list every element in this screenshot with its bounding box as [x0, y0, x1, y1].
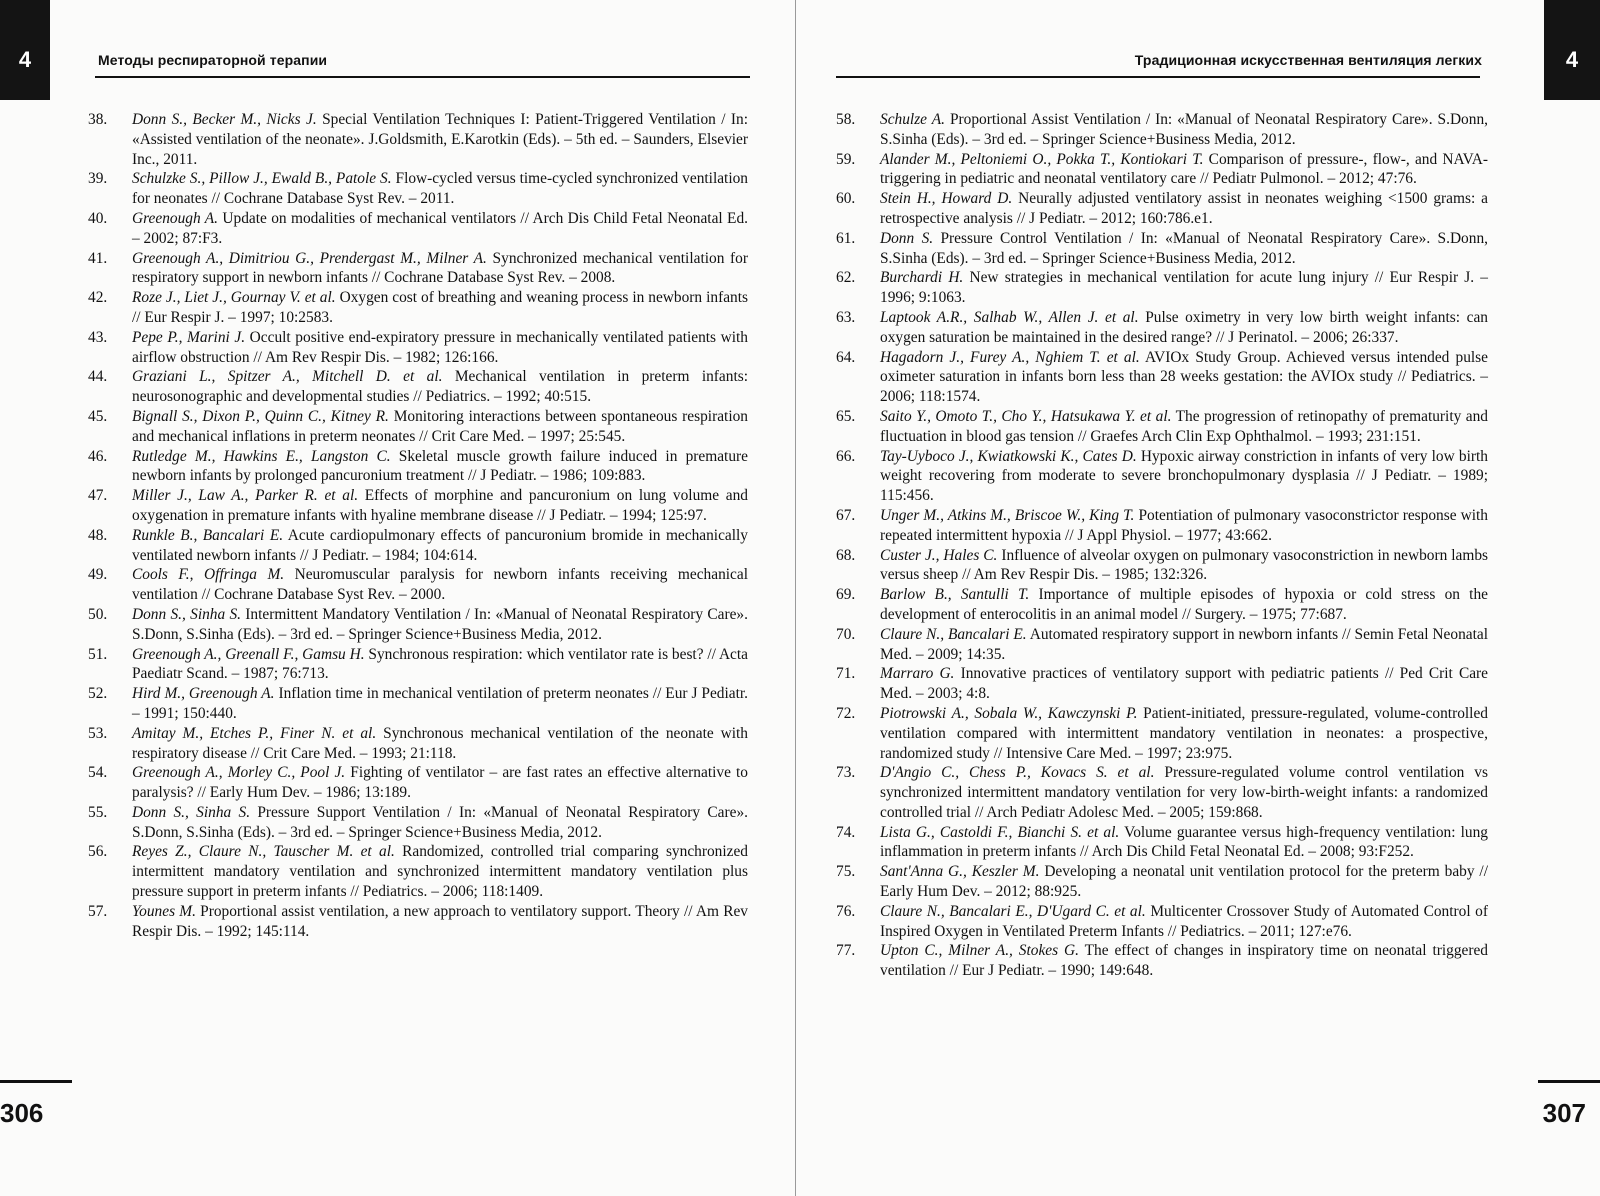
reference-item	[836, 763, 1488, 822]
reference-authors: Greenough A., Morley C., Pool J.	[132, 764, 346, 782]
reference-body: Multicenter Crossover Study of Automated Control of Inspired Oxygen in Ventilated Preterm Infants // Pediatrics. – 2011; 127:e76.	[880, 902, 1488, 940]
reference-body: Innovative practices of ventilatory support with pediatric patients // Ped Crit Care Med. – 2003; 4:8.	[880, 665, 1488, 703]
footer-rule-right	[1538, 1080, 1600, 1083]
reference-body: Fighting of ventilator – are fast rates an effective alternative to paralysis? // Early Hum Dev. – 1986; 13:189.	[132, 764, 748, 802]
reference-text	[880, 823, 1488, 863]
book-gutter	[795, 0, 796, 1196]
reference-authors: Piotrowski A., Sobala W., Kawczynski P.	[880, 704, 1138, 722]
reference-item	[88, 407, 748, 447]
reference-body: Skeletal muscle growth failure induced in premature newborn infants by prolonged pancuronium treatment // J Pediatr. – 1986; 109:883.	[132, 447, 748, 485]
reference-authors: Younes M.	[132, 902, 196, 920]
reference-authors: Bignall S., Dixon P., Quinn C., Kitney R.	[132, 407, 389, 425]
reference-item	[88, 684, 748, 724]
reference-text	[880, 407, 1488, 447]
reference-text	[132, 803, 748, 843]
reference-item	[88, 605, 748, 645]
reference-authors: Hagadorn J., Furey A., Nghiem T. et al.	[880, 348, 1140, 366]
reference-text	[132, 249, 748, 289]
reference-authors: Pepe P., Marini J.	[132, 328, 246, 346]
reference-authors: D'Angio C., Chess P., Kovacs S. et al.	[880, 764, 1155, 782]
page-number-right: 307	[1542, 1098, 1586, 1128]
reference-number: 45.	[88, 407, 108, 425]
reference-number: 69.	[836, 586, 856, 604]
reference-number: 75.	[836, 863, 856, 881]
reference-body: Oxygen cost of breathing and weaning process in newborn infants // Eur Respir J. – 1997; 10:2583.	[132, 289, 748, 326]
reference-body: Occult positive end-expiratory pressure in mechanically ventilated patients with airflow obstruction // Am Rev Respir Dis. – 1982; 126:166.	[132, 328, 748, 366]
reference-text	[880, 348, 1488, 407]
reference-item	[836, 447, 1488, 506]
footer-rule-left	[0, 1080, 72, 1083]
reference-item	[88, 526, 748, 566]
reference-item	[88, 249, 748, 289]
reference-item	[88, 842, 748, 901]
reference-text	[132, 367, 748, 407]
reference-text	[132, 526, 748, 566]
reference-number: 60.	[836, 190, 856, 208]
reference-list-right	[836, 110, 1488, 981]
reference-number: 42.	[88, 289, 108, 307]
reference-number: 58.	[836, 111, 856, 128]
reference-body: Patient-initiated, pressure-regulated, volume-controlled ventilation compared with intermittent mandatory ventilation in neonates: a prospective, randomized study // Intensive Care Med. – 1997; 23:975.	[880, 704, 1488, 762]
reference-body: Synchronous mechanical ventilation of the neonate with respiratory disease // Crit Care Med. – 1993; 21:118.	[132, 724, 748, 762]
reference-authors: Schulze A.	[880, 111, 945, 128]
reference-authors: Hird M., Greenough A.	[132, 685, 275, 703]
left-page	[0, 0, 790, 1196]
reference-text	[880, 664, 1488, 704]
reference-number: 68.	[836, 546, 856, 564]
reference-text	[132, 645, 748, 685]
reference-body: Flow-cycled versus time-cycled synchronized ventilation for neonates // Cochrane Database Syst Rev. – 2011.	[132, 170, 748, 208]
reference-authors: Unger M., Atkins M., Briscoe W., King T.	[880, 506, 1135, 524]
reference-authors: Donn S., Becker M., Nicks J.	[132, 111, 317, 128]
reference-item	[836, 823, 1488, 863]
reference-number: 77.	[836, 942, 856, 960]
reference-item	[836, 150, 1488, 190]
reference-text	[880, 229, 1488, 269]
reference-body: Developing a neonatal unit ventilation protocol for the preterm baby // Early Hum Dev. – 2012; 88:925.	[880, 863, 1488, 901]
reference-authors: Greenough A.	[132, 209, 219, 227]
reference-number: 44.	[88, 368, 108, 386]
reference-text	[880, 763, 1488, 822]
reference-text	[132, 407, 748, 447]
reference-body: Proportional assist ventilation, a new approach to ventilatory support. Theory // Am Rev Respir Dis. – 1992; 145:114.	[132, 902, 748, 940]
reference-item	[836, 625, 1488, 665]
reference-authors: Lista G., Castoldi F., Bianchi S. et al.	[880, 823, 1120, 841]
reference-body: Mechanical ventilation in preterm infants: neurosonographic and developmental studies // Pediatrics. – 1992; 40:515.	[132, 368, 748, 406]
reference-text	[132, 169, 748, 209]
reference-item	[88, 486, 748, 526]
reference-number: 49.	[88, 566, 108, 584]
reference-item	[836, 348, 1488, 407]
reference-text	[132, 684, 748, 724]
reference-number: 62.	[836, 269, 856, 287]
reference-text	[132, 110, 748, 169]
reference-body: Pressure Control Ventilation / In: «Manual of Neonatal Respiratory Care». S.Donn, S.Sinha (Eds). – 3rd ed. – Springer Science+Business Media, 2012.	[880, 229, 1488, 267]
reference-authors: Graziani L., Spitzer A., Mitchell D. et al.	[132, 368, 443, 386]
right-page	[800, 0, 1600, 1196]
reference-text	[132, 724, 748, 764]
reference-body: Synchronized mechanical ventilation for respiratory support in newborn infants // Cochrane Database Syst Rev. – 2008.	[132, 249, 748, 287]
reference-item	[836, 862, 1488, 902]
reference-number: 67.	[836, 506, 856, 524]
reference-number: 70.	[836, 625, 856, 643]
reference-authors: Reyes Z., Claure N., Tauscher M. et al.	[132, 843, 395, 861]
reference-item	[88, 803, 748, 843]
reference-authors: Schulzke S., Pillow J., Ewald B., Patole S.	[132, 170, 392, 188]
reference-text	[880, 862, 1488, 902]
chapter-tab-right: 4	[1544, 0, 1600, 100]
reference-number: 40.	[88, 209, 108, 227]
reference-body: Proportional Assist Ventilation / In: «Manual of Neonatal Respiratory Care». S.Donn, S.Sinha (Eds). – 3rd ed. – Springer Science+Business Media, 2012.	[880, 111, 1488, 148]
reference-item	[88, 169, 748, 209]
reference-text	[880, 585, 1488, 625]
reference-body: New strategies in mechanical ventilation for acute lung injury // Eur Respir J. – 1996; 9:1063.	[880, 269, 1489, 307]
reference-authors: Sant'Anna G., Keszler M.	[880, 863, 1040, 881]
reference-authors: Stein H., Howard D.	[880, 190, 1013, 208]
reference-authors: Roze J., Liet J., Gournay V. et al.	[132, 289, 336, 307]
reference-text	[132, 565, 748, 605]
reference-number: 48.	[88, 526, 108, 544]
reference-authors: Rutledge M., Hawkins E., Langston C.	[132, 447, 391, 465]
reference-authors: Donn S.	[880, 229, 934, 247]
reference-text	[880, 189, 1488, 229]
header-rule-right	[836, 76, 1480, 78]
reference-text	[880, 546, 1488, 586]
reference-item	[88, 645, 748, 685]
reference-body: AVIOx Study Group. Achieved versus intended pulse oximeter saturation in infants born less than 28 weeks gestation: the AVIOx study // Pediatrics. – 2006; 118:1574.	[880, 348, 1488, 406]
reference-item	[836, 585, 1488, 625]
page-number-left: 306	[0, 1098, 44, 1128]
reference-number: 56.	[88, 843, 108, 861]
reference-text	[132, 288, 748, 328]
reference-body: Influence of alveolar oxygen on pulmonary vasoconstriction in newborn lambs versus sheep // Am Rev Respir Dis. – 1985; 132:326.	[880, 546, 1488, 584]
reference-number: 71.	[836, 665, 856, 683]
reference-authors: Laptook A.R., Salhab W., Allen J. et al.	[880, 308, 1139, 326]
reference-body: Special Ventilation Techniques I: Patient-Triggered Ventilation / In: «Assisted ventilation of the neonate». J.Goldsmith, E.Karotkin (Eds). – 5th ed. – Saunders, Elsevier Inc., 2011.	[132, 111, 749, 168]
reference-item	[836, 308, 1488, 348]
reference-item	[836, 229, 1488, 269]
reference-authors: Marraro G.	[880, 665, 955, 683]
header-rule-left	[95, 76, 750, 78]
reference-number: 61.	[836, 229, 856, 247]
reference-authors: Alander M., Peltoniemi O., Pokka T., Kontiokari T.	[880, 150, 1204, 168]
reference-text	[880, 941, 1488, 981]
reference-item	[836, 506, 1488, 546]
reference-authors: Donn S., Sinha S.	[132, 803, 251, 821]
reference-item	[836, 902, 1488, 942]
reference-authors: Cools F., Offringa M.	[132, 566, 285, 584]
reference-body: Volume guarantee versus high-frequency ventilation: lung inflammation in preterm infants // Arch Dis Child Fetal Neonatal Ed. – 2008; 93:F252.	[880, 823, 1488, 861]
reference-number: 38.	[88, 111, 108, 128]
reference-body: Monitoring interactions between spontaneous respiration and mechanical inflations in preterm neonates // Crit Care Med. – 1997; 25:545.	[132, 407, 748, 445]
reference-item	[836, 546, 1488, 586]
reference-number: 51.	[88, 645, 108, 663]
reference-text	[880, 150, 1488, 190]
reference-number: 64.	[836, 348, 856, 366]
reference-number: 43.	[88, 328, 108, 346]
reference-number: 73.	[836, 764, 856, 782]
reference-item	[88, 328, 748, 368]
reference-item	[836, 110, 1488, 150]
reference-authors: Barlow B., Santulli T.	[880, 586, 1030, 604]
reference-number: 41.	[88, 249, 108, 267]
reference-body: Inflation time in mechanical ventilation of preterm neonates // Eur J Pediatr. – 1991; 150:440.	[132, 685, 748, 722]
reference-number: 52.	[88, 685, 108, 703]
reference-number: 76.	[836, 902, 856, 920]
reference-body: The effect of changes in inspiratory time on neonatal triggered ventilation // Eur J Pediatr. – 1990; 149:648.	[880, 942, 1488, 980]
reference-item	[88, 110, 748, 169]
reference-text	[880, 704, 1488, 763]
reference-number: 63.	[836, 308, 856, 326]
reference-item	[88, 902, 748, 942]
reference-text	[880, 625, 1488, 665]
reference-body: Randomized, controlled trial comparing synchronized intermittent mandatory ventilation and synchronized intermittent mandatory ventilation plus pressure support in preterm infants // Pediatrics. – 2006; 118:1409.	[132, 843, 748, 901]
reference-item	[88, 447, 748, 487]
reference-item	[88, 763, 748, 803]
reference-authors: Donn S., Sinha S.	[132, 605, 241, 623]
reference-number: 59.	[836, 150, 856, 168]
reference-text	[880, 110, 1488, 150]
reference-item	[836, 664, 1488, 704]
reference-number: 53.	[88, 724, 108, 742]
reference-number: 39.	[88, 170, 108, 188]
reference-body: Comparison of pressure-, flow-, and NAVA-triggering in pediatric and neonatal ventilatory care // Pediatr Pulmonol. – 2012; 47:76.	[880, 150, 1488, 188]
reference-authors: Miller J., Law A., Parker R. et al.	[132, 487, 359, 505]
reference-body: The progression of retinopathy of prematurity and fluctuation in blood gas tension // Graefes Arch Clin Exp Ophthalmol. – 1993; 231:151.	[880, 407, 1488, 445]
reference-text	[132, 842, 748, 901]
reference-text	[880, 506, 1488, 546]
reference-item	[88, 565, 748, 605]
reference-number: 46.	[88, 447, 108, 465]
reference-body: Synchronous respiration: which ventilator rate is best? // Acta Paediatr Scand. – 1987; 76:713.	[132, 645, 748, 683]
reference-authors: Upton C., Milner A., Stokes G.	[880, 942, 1079, 960]
chapter-tab-left: 4	[0, 0, 50, 100]
reference-body: Pressure Support Ventilation / In: «Manual of Neonatal Respiratory Care». S.Donn, S.Sinha (Eds). – 3rd ed. – Springer Science+Business Media, 2012.	[132, 803, 748, 841]
reference-item	[88, 288, 748, 328]
reference-number: 57.	[88, 902, 108, 920]
reference-item	[88, 724, 748, 764]
running-header-left: Методы респираторной терапии	[98, 52, 328, 68]
running-header-right: Традиционная искусственная вентиляция легких	[1134, 52, 1482, 68]
reference-text	[132, 447, 748, 487]
reference-authors: Greenough A., Dimitriou G., Prendergast M., Milner A.	[132, 249, 487, 267]
reference-number: 55.	[88, 803, 108, 821]
reference-authors: Runkle B., Bancalari E.	[132, 526, 284, 544]
reference-item	[836, 941, 1488, 981]
reference-text	[880, 447, 1488, 506]
reference-list-left	[88, 110, 748, 941]
reference-text	[132, 902, 748, 942]
reference-authors: Amitay M., Etches P., Finer N. et al.	[132, 724, 377, 742]
reference-item	[88, 367, 748, 407]
reference-authors: Custer J., Hales C.	[880, 546, 998, 564]
reference-text	[880, 308, 1488, 348]
reference-authors: Tay-Uyboco J., Kwiatkowski K., Cates D.	[880, 447, 1137, 465]
reference-number: 50.	[88, 605, 108, 623]
reference-body: Hypoxic airway constriction in infants of very low birth weight recovering from moderate to severe bronchopulmonary dysplasia // J Pediatr. – 1989; 115:456.	[880, 447, 1488, 505]
reference-body: Importance of multiple episodes of hypoxia or cold stress on the development of enterocolitis in an animal model // Surgery. – 1975; 77:687.	[880, 586, 1488, 623]
reference-body: Acute cardiopulmonary effects of pancuronium bromide in mechanically ventilated newborn infants // J Pediatr. – 1984; 104:614.	[132, 526, 748, 564]
reference-body: Effects of morphine and pancuronium on lung volume and oxygenation in premature infants with hyaline membrane disease // J Pediatr. – 1994; 125:97.	[132, 487, 748, 524]
reference-item	[836, 704, 1488, 763]
reference-text	[132, 763, 748, 803]
reference-body: Neuromuscular paralysis for newborn infants receiving mechanical ventilation // Cochrane Database Syst Rev. – 2000.	[132, 566, 748, 604]
reference-item	[836, 407, 1488, 447]
reference-text	[132, 209, 748, 249]
reference-body: Pressure-regulated volume control ventilation vs synchronized intermittent mandatory ventilation for very low-birth-weight infants: a randomized controlled trial // Arch Pediatr Adolesc Med. – 2005; 159:868.	[880, 764, 1488, 821]
reference-text	[132, 486, 748, 526]
reference-authors: Claure N., Bancalari E., D'Ugard C. et al.	[880, 902, 1146, 920]
reference-body: Intermittent Mandatory Ventilation / In: «Manual of Neonatal Respiratory Care». S.Donn, S.Sinha (Eds). – 3rd ed. – Springer Science+Business Media, 2012.	[132, 605, 748, 643]
reference-authors: Saito Y., Omoto T., Cho Y., Hatsukawa Y. et al.	[880, 407, 1172, 425]
reference-item	[88, 209, 748, 249]
reference-text	[880, 268, 1488, 308]
reference-authors: Greenough A., Greenall F., Gamsu H.	[132, 645, 365, 663]
reference-body: Automated respiratory support in newborn infants // Semin Fetal Neonatal Med. – 2009; 14:35.	[880, 625, 1488, 663]
reference-item	[836, 189, 1488, 229]
reference-text	[880, 902, 1488, 942]
reference-number: 54.	[88, 764, 108, 782]
reference-number: 72.	[836, 704, 856, 722]
reference-authors: Burchardi H.	[880, 269, 964, 287]
reference-number: 74.	[836, 823, 856, 841]
reference-text	[132, 328, 748, 368]
reference-body: Potentiation of pulmonary vasoconstrictor response with repeated intermittent hypoxia // J Appl Physiol. – 1977; 43:662.	[880, 506, 1488, 544]
reference-body: Update on modalities of mechanical ventilators // Arch Dis Child Fetal Neonatal Ed. – 2002; 87:F3.	[132, 209, 748, 247]
reference-body: Pulse oximetry in very low birth weight infants: can oxygen saturation be maintained in the desired range? // J Perinatol. – 2006; 26:337.	[880, 308, 1488, 346]
reference-text	[132, 605, 748, 645]
reference-number: 65.	[836, 407, 856, 425]
reference-body: Neurally adjusted ventilatory assist in neonates weighing <1500 grams: a retrospective analysis // J Pediatr. – 2012; 160:786.e1.	[880, 190, 1488, 227]
reference-number: 66.	[836, 447, 856, 465]
reference-authors: Claure N., Bancalari E.	[880, 625, 1027, 643]
reference-item	[836, 268, 1488, 308]
reference-number: 47.	[88, 487, 108, 505]
